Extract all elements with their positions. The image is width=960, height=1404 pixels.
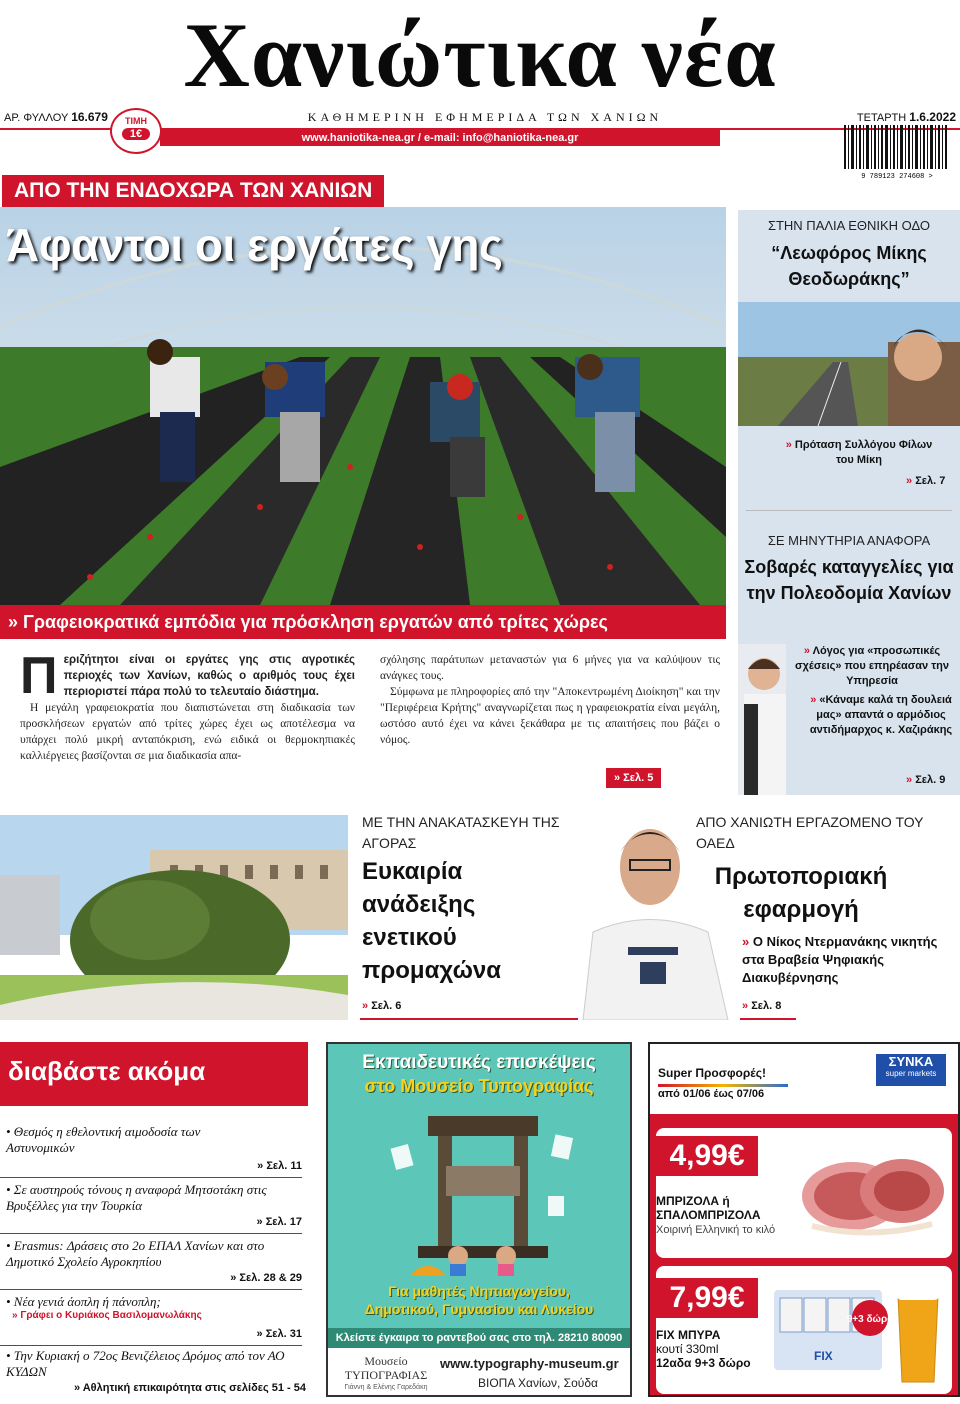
read-more-item[interactable]: • Νέα γενιά άοπλη ή πάνοπλη; bbox=[6, 1294, 161, 1309]
sidebar-divider bbox=[746, 510, 952, 511]
fort-kicker: ΜΕ ΤΗΝ ΑΝΑΚΑΤΑΣΚΕΥΗ ΤΗΣ ΑΓΟΡΑΣ bbox=[362, 814, 560, 851]
fort-rule bbox=[360, 1018, 594, 1020]
synka-ad[interactable] bbox=[648, 1042, 960, 1397]
synka-ad-header bbox=[650, 1044, 958, 1114]
body-paragraph: σχόλησης παράτυπων μεταναστών για 6 μήνες για να καλύψουν τις ανάγκες τους. bbox=[380, 654, 720, 682]
read-more-divider bbox=[0, 1289, 302, 1290]
synka-logo: ΣΥΝΚΑ super markets bbox=[876, 1054, 946, 1086]
fortress-photo bbox=[0, 815, 348, 1020]
offer-desc: Χοιρινή Ελληνική το κιλό bbox=[656, 1224, 776, 1236]
lead-kicker: ΑΠΟ ΤΗΝ ΕΝΔΟΧΩΡΑ ΤΩΝ ΧΑΝΙΩΝ bbox=[2, 175, 384, 207]
sidebar-story2-sub1: » Λόγος για «προσωπικές σχέσεις» που επηρέασαν την Υπηρεσία bbox=[795, 645, 949, 687]
museum-ad-title2: στο Μουσείο Τυπογραφίας bbox=[364, 1076, 594, 1096]
oaed-rule bbox=[740, 1018, 796, 1020]
museum-ad-audience: Για μαθητές Νηπιαγωγείου, Δημοτικού, Γυμνασίου και Λυκείου bbox=[364, 1283, 594, 1317]
lead-page-ref[interactable]: » Σελ. 5 bbox=[606, 768, 661, 788]
read-more-item[interactable]: • Σε αυστηρούς τόνους η αναφορά Μητσοτάκη στις Βρυξέλλες για την Τουρκία bbox=[6, 1182, 267, 1213]
read-more-divider bbox=[0, 1345, 302, 1346]
museum-ad[interactable] bbox=[326, 1042, 632, 1397]
pork-chops-image bbox=[792, 1136, 948, 1246]
read-more-list bbox=[0, 1106, 308, 1397]
issue-number: ΑΡ. ΦΥΛΛΟΥ 16.679 bbox=[4, 110, 108, 124]
read-more-divider bbox=[0, 1177, 302, 1178]
museum-ad-booking: Κλείστε έγκαιρα το ραντεβού σας στο τηλ. 28210 80090 bbox=[328, 1328, 630, 1348]
sidebar-story2-headline[interactable]: Σοβαρές καταγγελίες για την Πολεοδομία Χανίων bbox=[744, 557, 954, 603]
masthead bbox=[0, 0, 960, 110]
read-more-item[interactable]: • Erasmus: Δράσεις στο 2ο ΕΠΑΛ Χανίων και στο Δημοτικό Σχολείο Αγροκηπίου bbox=[6, 1238, 265, 1269]
synka-ad-stripe bbox=[658, 1084, 788, 1087]
offer-name: FIX ΜΠΥΡΑ κουτί 330ml 12αδα 9+3 δώρο bbox=[656, 1328, 751, 1370]
lead-body-col1 bbox=[20, 647, 355, 764]
read-more-page-ref[interactable]: » Σελ. 17 bbox=[256, 1216, 302, 1228]
newspaper-title: Χανιώτικα νέα bbox=[183, 4, 777, 106]
oaed-kicker: ΑΠΟ ΧΑΝΙΩΤΗ ΕΡΓΑΖΟΜΕΝΟ ΤΟΥ ΟΑΕΔ bbox=[696, 814, 924, 851]
tagline: ΚΑΘΗΜΕΡΙΝΗ ΕΦΗΜΕΡΙΔΑ ΤΩΝ ΧΑΝΙΩΝ bbox=[307, 110, 663, 124]
oaed-sub: » Ο Νίκος Ντερμανάκης νικητής στα Βραβεία Ψηφιακής Διακυβέρνησης bbox=[742, 934, 938, 985]
fort-headline[interactable]: Ευκαιρία ανάδειξης ενετικού προμαχώνα bbox=[362, 858, 502, 984]
museum-logo: Μουσείο ΤΥΠΟΓΡΑΦΙΑΣ bbox=[344, 1354, 428, 1382]
sidebar-story1-kicker: ΣΤΗΝ ΠΑΛΙΑ ΕΘΝΙΚΗ ΟΔΟ bbox=[767, 218, 931, 233]
synka-ad-title: Super Προσφορές! bbox=[658, 1066, 766, 1080]
printing-press-illustration bbox=[388, 1106, 578, 1276]
museum-url[interactable]: www.typography-museum.gr bbox=[440, 1356, 619, 1371]
sidebar-story2-page-ref[interactable]: » Σελ. 9 bbox=[906, 774, 946, 786]
oaed-headline[interactable]: Πρωτοποριακή εφαρμογή bbox=[714, 863, 888, 923]
read-more-item[interactable]: • Την Κυριακή ο 72ος Βενιζέλειος Δρόμος από τον ΑΟ ΚΥΔΩΝ bbox=[6, 1348, 285, 1379]
dropcap: Π bbox=[20, 647, 58, 705]
issue-date: ΤΕΤΑΡΤΗ 1.6.2022 bbox=[856, 110, 956, 124]
read-more-item[interactable]: • Θεσμός η εθελοντική αιμοδοσία των Αστυνομικών bbox=[6, 1124, 201, 1155]
website-bar[interactable]: www.haniotika-nea.gr / e-mail: info@haniotika-nea.gr bbox=[160, 130, 720, 146]
lead-headline[interactable]: Άφαντοι οι εργάτες γης bbox=[6, 219, 503, 271]
price-badge: ΤΙΜΗ 1€ bbox=[110, 108, 162, 154]
lead-subhead: » Γραφειοκρατικά εμπόδια για πρόσκληση εργατών από τρίτες χώρες bbox=[0, 605, 726, 639]
offer-price: 7,99€ bbox=[656, 1278, 758, 1318]
read-more-divider bbox=[0, 1233, 302, 1234]
sidebar-story2-kicker: ΣΕ ΜΗΝΥΤΗΡΙΑ ΑΝΑΦΟΡΑ bbox=[767, 533, 931, 548]
deputy-mayor-photo bbox=[738, 644, 786, 795]
read-more-sports[interactable]: » Αθλητική επικαιρότητα στις σελίδες 51 - 54 bbox=[73, 1382, 306, 1394]
synka-ad-dates: από 01/06 έως 07/06 bbox=[658, 1088, 765, 1100]
svg-text:FIX: FIX bbox=[814, 1349, 833, 1363]
body-paragraph: Η μεγάλη γραφειοκρατία που διαπιστώνεται στη διαδικασία των προσκλήσεων εργατών από τρίτες χώρες έχει ως αποτέλεσμα να υπάρχει πολύ μικρή ανταπόκριση, ενώ ειδικά οι θερμοκηπιακές καλλιέργειες βασίζονται σε μια διαδικασία απα- bbox=[20, 702, 355, 762]
offer-card[interactable] bbox=[656, 1266, 952, 1394]
barcode bbox=[842, 125, 952, 180]
sidebar-story2-sub2: » «Κάναμε καλά τη δουλειά μας» απαντά ο αρμόδιος αντιδήμαρχος κ. Χαζιράκης bbox=[809, 694, 953, 736]
read-more-page-ref[interactable]: » Σελ. 11 bbox=[257, 1160, 302, 1172]
offer-name: ΜΠΡΙΖΟΛΑ ή ΣΠΑΛΟΜΠΡΙΖΟΛΑ bbox=[656, 1194, 761, 1222]
lead-body-col2 bbox=[380, 652, 720, 748]
offer-price: 4,99€ bbox=[656, 1136, 758, 1176]
museum-location: ΒΙΟΠΑ Χανίων, Σούδα bbox=[478, 1376, 598, 1390]
oaed-page-ref[interactable]: » Σελ. 8 bbox=[742, 1000, 782, 1012]
sidebar bbox=[738, 210, 960, 795]
fix-beer-pack-image bbox=[774, 1278, 950, 1388]
read-more-page-ref[interactable]: » Σελ. 28 & 29 bbox=[230, 1272, 302, 1284]
mikis-road-photo bbox=[738, 302, 960, 426]
read-more-header: διαβάστε ακόμα bbox=[0, 1042, 308, 1106]
svg-text:9+3 δώρο: 9+3 δώρο bbox=[846, 1314, 894, 1325]
fort-page-ref[interactable]: » Σελ. 6 bbox=[362, 1000, 402, 1012]
lead-paragraph: εριζήτητοι είναι οι εργάτες γης στις αγροτικές περιοχές των Χανίων, καθώς ο αριθμός τους έχει περιοριστεί πάρα πολύ το τελευταίο διάστημα. bbox=[63, 654, 355, 698]
sidebar-story1-page-ref[interactable]: » Σελ. 7 bbox=[906, 475, 946, 487]
read-more-page-ref[interactable]: » Σελ. 31 bbox=[256, 1328, 302, 1340]
sidebar-story1-sub: » Πρόταση Συλλόγου Φίλων του Μίκη bbox=[785, 439, 933, 466]
sidebar-story1-headline[interactable]: “Λεωφόρος Μίκης Θεοδωράκης” bbox=[771, 243, 927, 289]
museum-ad-footer bbox=[328, 1348, 630, 1395]
offer-card[interactable] bbox=[656, 1128, 952, 1258]
body-paragraph: Σύμφωνα με πληροφορίες από την "Αποκεντρωμένη Διοίκηση" και την "Περιφέρεια Κρήτης" αναγνωρίζεται πως η γραφειοκρατία είναι μεγάλη, ωστόσο αυτό έχει να κάνει ξεκάθαρα με τις απαιτήσεις που βάζει ο νόμος. bbox=[380, 686, 720, 746]
svg-text:9 789123 274608 >: 9 789123 274608 > bbox=[861, 173, 933, 180]
museum-ad-title1: Εκπαιδευτικές επισκέψεις bbox=[362, 1052, 596, 1073]
read-more-author: » Γράφει ο Κυριάκος Βασιλομανωλάκης bbox=[12, 1310, 202, 1321]
museum-logo-sub: Γιάννη & Ελένης Γαρεδάκη bbox=[344, 1384, 428, 1391]
